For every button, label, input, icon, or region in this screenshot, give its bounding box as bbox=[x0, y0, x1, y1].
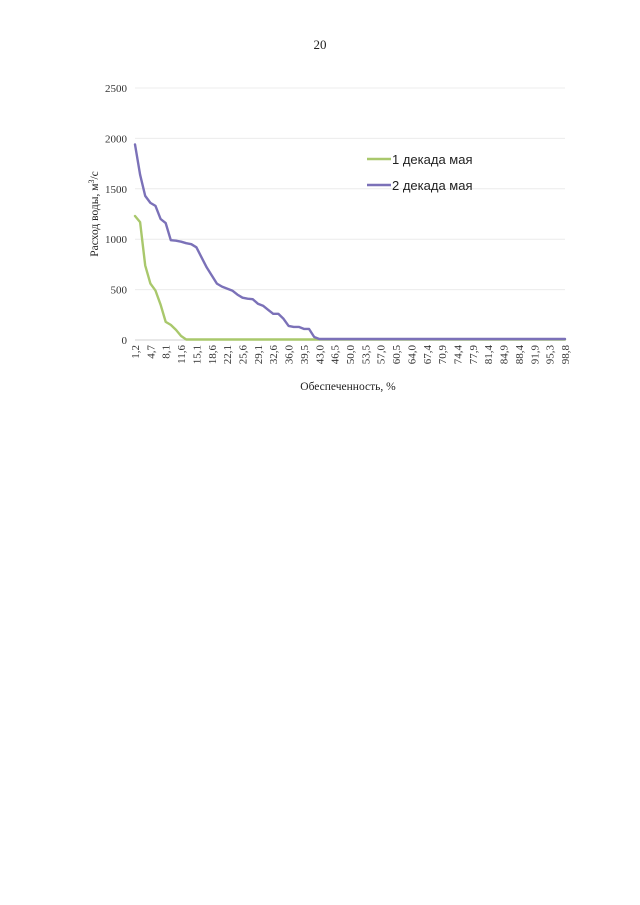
x-tick-label: 1,2 bbox=[130, 345, 142, 359]
x-tick-label: 46,5 bbox=[329, 345, 342, 365]
x-tick-label: 32,6 bbox=[268, 345, 281, 365]
x-tick-label: 8,1 bbox=[160, 345, 173, 359]
y-tick-label: 2000 bbox=[105, 133, 127, 146]
y-tick-label: 500 bbox=[110, 284, 127, 297]
y-tick-label: 2500 bbox=[105, 83, 127, 95]
x-tick-label: 50,0 bbox=[345, 345, 357, 365]
x-axis-ticks bbox=[130, 345, 572, 365]
series-line-1 bbox=[135, 216, 565, 340]
y-axis-label: Расход воды, $м^3/с$ bbox=[87, 171, 101, 257]
y-tick-label: 0 bbox=[121, 335, 127, 347]
y-tick-label: 1500 bbox=[105, 183, 127, 196]
gridlines bbox=[135, 88, 565, 290]
x-tick-label: 43,0 bbox=[314, 345, 327, 365]
x-tick-label: 57,0 bbox=[375, 345, 388, 365]
x-tick-label: 18,6 bbox=[206, 345, 219, 365]
x-tick-label: 70,9 bbox=[437, 345, 450, 365]
y-tick-label: 1000 bbox=[105, 234, 127, 247]
x-tick-label: 11,6 bbox=[176, 345, 189, 364]
x-tick-label: 84,9 bbox=[498, 345, 511, 365]
x-tick-label: 15,1 bbox=[191, 345, 204, 365]
x-tick-label: 88,4 bbox=[513, 345, 526, 365]
x-tick-label: 91,9 bbox=[529, 345, 542, 365]
legend bbox=[367, 152, 473, 193]
x-tick-label: 36,0 bbox=[283, 345, 296, 365]
y-axis-ticks bbox=[105, 83, 128, 347]
x-tick-label: 4,7 bbox=[145, 345, 158, 359]
page-number: 20 bbox=[313, 37, 327, 52]
x-tick-label: 64,0 bbox=[406, 345, 419, 365]
x-tick-label: 81,4 bbox=[483, 345, 496, 365]
x-tick-label: 39,5 bbox=[298, 345, 311, 365]
x-tick-label: 22,1 bbox=[222, 345, 235, 365]
x-axis-label: Обеспеченность, % bbox=[300, 381, 396, 393]
x-tick-label: 60,5 bbox=[391, 345, 404, 365]
x-tick-label: 77,9 bbox=[467, 345, 480, 365]
x-tick-label: 74,4 bbox=[452, 345, 465, 365]
legend-label-1: 1 декада мая bbox=[392, 152, 473, 167]
x-tick-label: 29,1 bbox=[252, 345, 265, 365]
legend-label-2: 2 декада мая bbox=[392, 178, 473, 193]
x-tick-label: 98,8 bbox=[560, 345, 572, 365]
series-lines bbox=[135, 144, 565, 339]
x-tick-label: 67,4 bbox=[421, 345, 434, 365]
x-tick-label: 95,3 bbox=[544, 345, 557, 365]
x-tick-label: 25,6 bbox=[237, 345, 250, 365]
x-tick-label: 53,5 bbox=[360, 345, 373, 365]
series-line-2 bbox=[135, 144, 565, 339]
